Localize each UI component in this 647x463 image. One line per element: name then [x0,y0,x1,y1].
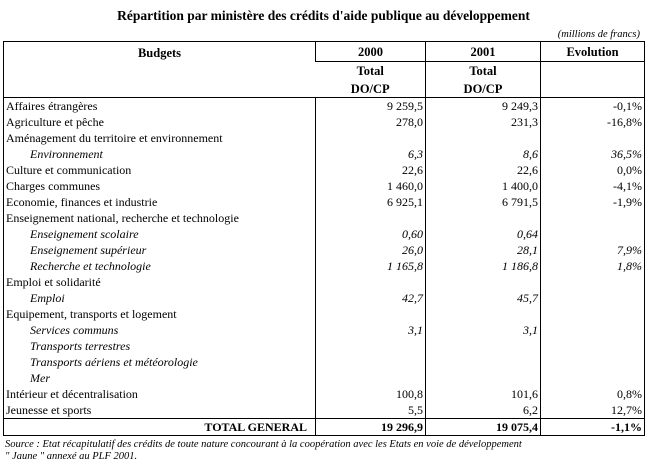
value-2001: 0,64 [426,226,541,242]
value-2000 [316,338,426,354]
table-body [4,98,645,436]
subheader-docp-2001: DO/CP [426,80,541,98]
table-row [4,210,645,226]
value-2001: 9 249,3 [426,98,541,115]
header-row-years [4,42,645,62]
value-evolution [541,322,645,338]
subheader-total-2001: Total [426,62,541,80]
table-row [4,354,645,370]
value-2001: 45,7 [426,290,541,306]
row-label: TOTAL GENERAL [4,419,316,436]
value-2001 [426,274,541,290]
table-row [4,322,645,338]
value-evolution [541,226,645,242]
value-evolution [541,290,645,306]
table-total-row [4,419,645,436]
value-evolution [541,370,645,386]
table-row [4,306,645,322]
row-label: Intérieur et décentralisation [6,387,138,401]
table-header [4,42,645,98]
value-evolution: -4,1% [541,178,645,194]
row-label: Enseignement national, recherche et technologie [6,211,239,225]
source-note [3,436,644,463]
table-row [4,194,645,210]
value-2000: 0,60 [316,226,426,242]
value-2000: 22,6 [316,162,426,178]
value-2000 [316,354,426,370]
table-row [4,274,645,290]
col-header-2001: 2001 [426,42,541,62]
table-row [4,338,645,354]
value-2000: 1 165,8 [316,258,426,274]
value-evolution: 1,8% [541,258,645,274]
value-evolution: 12,7% [541,402,645,419]
units-note: (millions de francs) [557,29,640,40]
row-label: Charges communes [6,179,101,193]
value-2001 [426,130,541,146]
value-evolution: 0,0% [541,162,645,178]
row-label: Economie, finances et industrie [6,195,158,209]
table-row [4,114,645,130]
row-label: Enseignement supérieur [30,243,147,257]
value-2000: 26,0 [316,242,426,258]
row-label: Recherche et technologie [30,259,151,273]
document-title: Répartition par ministère des crédits d'aide publique au développement [117,8,530,23]
value-2001 [426,210,541,226]
value-2001: 6 791,5 [426,194,541,210]
value-2001: 1 186,8 [426,258,541,274]
value-2001: 6,2 [426,402,541,419]
row-label: Culture et communication [6,163,132,177]
row-label: Transports terrestres [30,339,131,353]
value-2000: 278,0 [316,114,426,130]
table-row [4,98,645,115]
row-label: Equipement, transports et logement [6,307,177,321]
row-label: Transports aériens et météorologie [30,355,198,369]
value-2001: 1 400,0 [426,178,541,194]
row-label: Affaires étrangères [4,98,316,115]
value-evolution: -0,1% [541,98,645,115]
table-row [4,290,645,306]
table-row [4,226,645,242]
value-2001: 8,6 [426,146,541,162]
value-2000 [316,210,426,226]
value-2000: 5,5 [316,402,426,419]
row-label: Emploi et solidarité [6,275,101,289]
value-2000: 6,3 [316,146,426,162]
table-row [4,402,645,419]
table-row [4,242,645,258]
value-evolution [541,338,645,354]
value-2001: 22,6 [426,162,541,178]
value-2001 [426,306,541,322]
value-2000: 3,1 [316,322,426,338]
source-line-2: " Jaune " annexé au PLF 2001. [5,451,138,462]
value-2001: 3,1 [426,322,541,338]
col-header-2000: 2000 [316,42,426,62]
value-2001 [426,354,541,370]
value-2001: 19 075,4 [426,419,541,436]
value-evolution: -1,9% [541,194,645,210]
subheader-total-2000: Total [356,64,384,78]
value-evolution: 7,9% [541,242,645,258]
value-evolution: -1,1% [541,419,645,436]
value-2000: 1 460,0 [316,178,426,194]
subheader-evolution-empty [541,62,645,98]
value-2000: 19 296,9 [316,419,426,436]
row-label: Aménagement du territoire et environnement [6,131,223,145]
value-2000: 42,7 [316,290,426,306]
table-row [4,162,645,178]
table-row [4,146,645,162]
value-2000 [316,306,426,322]
value-2001: 101,6 [426,386,541,402]
value-evolution [541,354,645,370]
subheader-docp-2000: DO/CP [350,81,390,96]
budget-table [3,41,645,436]
value-evolution: 0,8% [541,386,645,402]
value-2000 [316,370,426,386]
value-evolution [541,130,645,146]
row-label: Enseignement scolaire [30,227,139,241]
value-2001 [426,338,541,354]
table-row [4,258,645,274]
value-2000: 6 925,1 [316,194,426,210]
table-row [4,130,645,146]
value-evolution [541,306,645,322]
row-label: Services communs [30,323,119,337]
value-evolution [541,210,645,226]
value-evolution: -16,8% [541,114,645,130]
row-label: Jeunesse et sports [6,403,92,417]
value-2001 [426,370,541,386]
value-2001: 231,3 [426,114,541,130]
value-evolution [541,274,645,290]
row-label: Mer [30,371,50,385]
col-header-evolution: Evolution [541,42,645,62]
row-label: Environnement [30,147,103,161]
value-2001: 28,1 [426,242,541,258]
col-header-budgets: Budgets [137,46,182,60]
value-2000 [316,274,426,290]
value-evolution: 36,5% [541,146,645,162]
row-label: Emploi [30,291,65,305]
value-2000 [316,130,426,146]
value-2000: 9 259,5 [316,98,426,115]
table-row [4,386,645,402]
row-label: Agriculture et pêche [6,115,104,129]
table-row [4,370,645,386]
table-row [4,178,645,194]
value-2000: 100,8 [316,386,426,402]
source-line-1: Source : Etat récapitulatif des crédits de toute nature concourant à la coopération avec les Etats en voie de développement [5,439,522,450]
